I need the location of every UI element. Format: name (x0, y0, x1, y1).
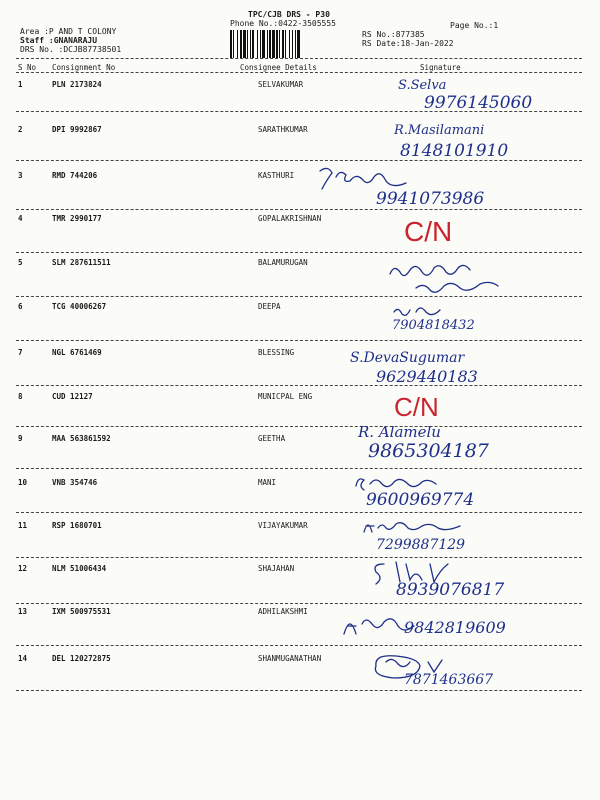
row-2-consignment: DPI 9992867 (52, 125, 102, 134)
row-5-consignment: SLM 287611511 (52, 258, 111, 267)
row-divider (16, 690, 582, 691)
row-11-sno: 11 (18, 521, 28, 530)
row-6-signature-phone: 7904818432 (392, 318, 475, 333)
row-12-signature-phone: 8939076817 (396, 580, 505, 600)
row-3-signature-phone: 9941073986 (376, 189, 485, 209)
row-divider (16, 296, 582, 297)
row-8-consignee: MUNICPAL ENG (258, 392, 313, 401)
row-divider (16, 340, 582, 341)
row-12-sno: 12 (18, 564, 28, 573)
row-2-signature-phone: 8148101910 (400, 141, 509, 161)
row-7-consignee: BLESSING (258, 348, 295, 357)
row-14-consignee: SHANMUGANATHAN (258, 654, 322, 663)
row-12-consignment: NLM 51006434 (52, 564, 107, 573)
row-11-signature-phone: 7299887129 (376, 537, 466, 553)
row-13-consignee: ADHILAKSHMI (258, 607, 308, 616)
row-8-sno: 8 (18, 392, 23, 401)
page-number: Page No.:1 (450, 21, 499, 30)
row-2-signature: R.Masilamani (394, 123, 485, 138)
row-8-signature: C/N (394, 392, 439, 422)
barcode-icon (230, 30, 356, 58)
area-label: Area :P AND T COLONY (20, 27, 117, 36)
row-7-sno: 7 (18, 348, 23, 357)
row-13-sno: 13 (18, 607, 28, 616)
staff-label: Staff :GNANARAJU (20, 36, 98, 45)
row-2-consignee: SARATHKUMAR (258, 125, 308, 134)
document-title: TPC/CJB DRS - P30 (248, 10, 330, 19)
row-6-sno: 6 (18, 302, 23, 311)
row-1-signature-phone: 9976145060 (424, 93, 533, 113)
row-4-sno: 4 (18, 214, 23, 223)
row-11-consignment: RSP 1680701 (52, 521, 102, 530)
row-3-consignee: KASTHURI (258, 171, 295, 180)
row-5-signature-scribble-icon (386, 258, 506, 298)
col-header-sno: S No (18, 63, 37, 72)
row-1-sno: 1 (18, 80, 23, 89)
row-10-sno: 10 (18, 478, 28, 487)
row-3-sno: 3 (18, 171, 23, 180)
row-7-consignment: NGL 6761469 (52, 348, 102, 357)
row-11-signature-scribble-icon (360, 514, 470, 538)
row-9-consignee: GEETHA (258, 434, 286, 443)
row-6-consignment: TCG 40006267 (52, 302, 107, 311)
col-header-signature: Signature (420, 63, 461, 72)
row-7-signature-phone: 9629440183 (376, 367, 478, 386)
rs-number: RS No.:877385 (362, 30, 425, 39)
row-4-signature: C/N (404, 216, 453, 247)
row-14-sno: 14 (18, 654, 28, 663)
phone-number: Phone No.:0422-3505555 (230, 19, 336, 28)
row-2-sno: 2 (18, 125, 23, 134)
row-divider (16, 557, 582, 558)
row-9-consignment: MAA 563861592 (52, 434, 111, 443)
row-divider (16, 209, 582, 210)
row-5-consignee: BALAMURUGAN (258, 258, 308, 267)
col-header-consignee: Consignee Details (240, 63, 317, 72)
row-divider (16, 645, 582, 646)
row-6-consignee: DEEPA (258, 302, 281, 311)
header-divider (16, 58, 582, 59)
row-4-consignee: GOPALAKRISHNAN (258, 214, 322, 223)
row-14-consignment: DEL 120272875 (52, 654, 111, 663)
row-7-signature: S.DevaSugumar (350, 350, 465, 366)
row-12-consignee: SHAJAHAN (258, 564, 295, 573)
row-divider (16, 160, 582, 161)
row-divider (16, 512, 582, 513)
row-9-signature-phone: 9865304187 (368, 440, 489, 462)
row-1-consignee: SELVAKUMAR (258, 80, 304, 89)
row-10-consignee: MANI (258, 478, 277, 487)
row-9-signature: R. Alamelu (358, 423, 441, 441)
row-13-consignment: IXM 500975531 (52, 607, 111, 616)
row-8-consignment: CUD 12127 (52, 392, 93, 401)
row-divider (16, 385, 582, 386)
rs-date: RS Date:18-Jan-2022 (362, 39, 454, 48)
row-9-sno: 9 (18, 434, 23, 443)
row-3-consignment: RMD 744206 (52, 171, 98, 180)
col-header-consignment: Consignment No (52, 63, 116, 72)
row-divider (16, 468, 582, 469)
row-divider (16, 426, 582, 427)
row-4-consignment: TMR 2990177 (52, 214, 102, 223)
row-divider (16, 603, 582, 604)
row-10-consignment: VNB 354746 (52, 478, 98, 487)
row-divider (16, 252, 582, 253)
row-1-consignment: PLN 2173824 (52, 80, 102, 89)
row-14-signature-phone: 7871463667 (404, 672, 494, 688)
row-1-signature: S.Selva (398, 78, 447, 93)
row-divider (16, 111, 582, 112)
row-11-consignee: VIJAYAKUMAR (258, 521, 308, 530)
row-5-sno: 5 (18, 258, 23, 267)
column-header-divider (16, 72, 582, 73)
drs-number: DRS No. :DCJB87738501 (20, 45, 122, 54)
row-10-signature-phone: 9600969774 (366, 490, 475, 510)
row-13-signature-phone: 9842819609 (404, 618, 506, 637)
